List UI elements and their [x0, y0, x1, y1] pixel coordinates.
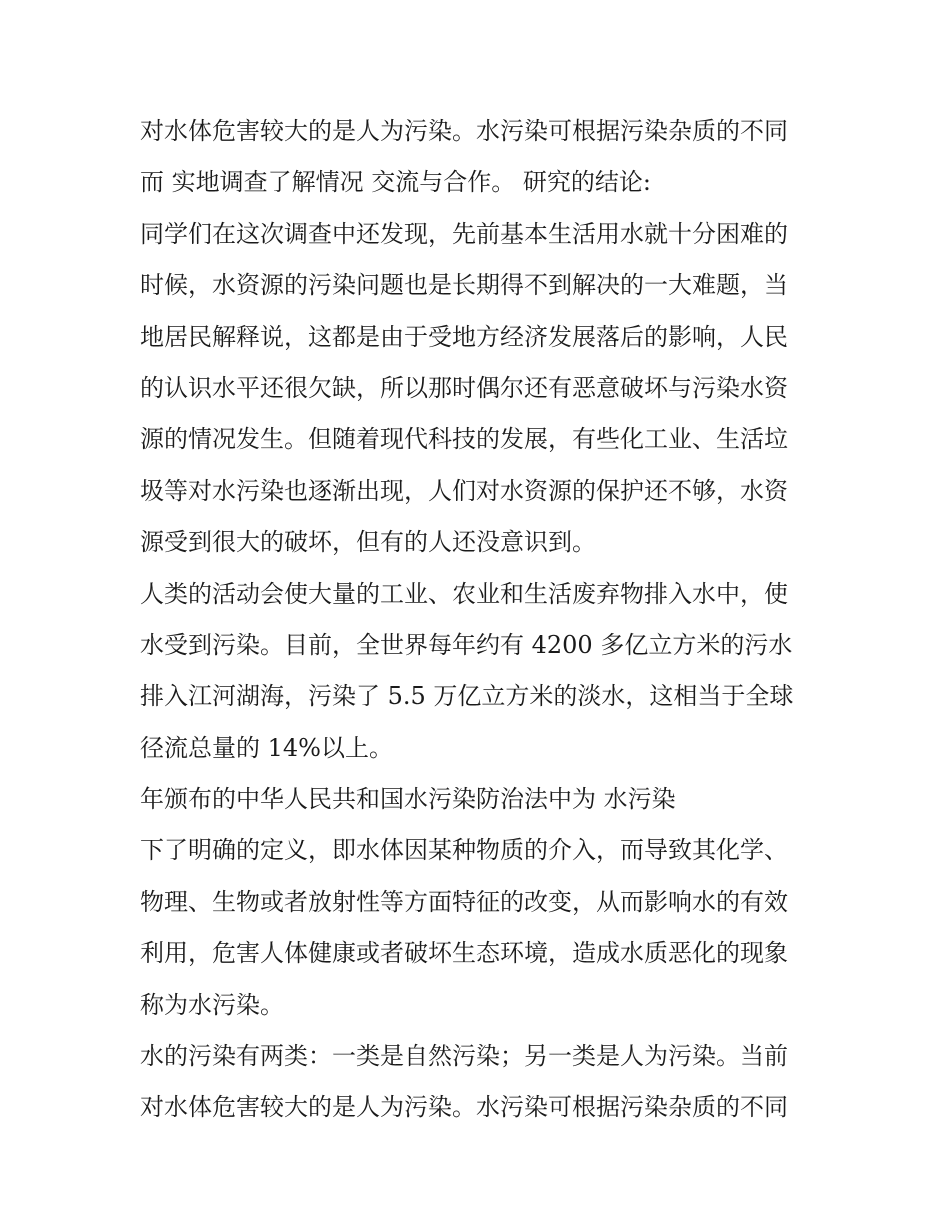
text-line: 同学们在这次调查中还发现，先前基本生活用水就十分困难的	[140, 219, 788, 248]
text-line: 源的情况发生。但随着现代科技的发展，有些化工业、生活垃	[140, 425, 788, 454]
text-line: 时候，水资源的污染问题也是长期得不到解决的一大难题，当	[140, 271, 788, 300]
text-line: 而 实地调查了解情况 交流与合作。 研究的结论:	[140, 168, 651, 197]
text-line: 年颁布的中华人民共和国水污染防治法中为 水污染	[140, 785, 676, 814]
text-line: 水的污染有两类：一类是自然污染；另一类是人为污染。当前	[140, 1042, 788, 1071]
text-line: 圾等对水污染也逐渐出现，人们对水资源的保护还不够，水资	[140, 476, 788, 505]
text-line: 排入江河湖海，污染了 5.5 万亿立方米的淡水，这相当于全球	[140, 682, 794, 711]
text-line: 水受到污染。目前，全世界每年约有 4200 多亿立方米的污水	[140, 630, 793, 659]
text-line: 对水体危害较大的是人为污染。水污染可根据污染杂质的不同	[140, 117, 788, 145]
body-text	[140, 106, 820, 1134]
text-line: 下了明确的定义，即水体因某种物质的介入，而导致其化学、	[140, 836, 788, 865]
text-line: 称为水污染。	[140, 990, 284, 1019]
text-line: 地居民解释说，这都是由于受地方经济发展落后的影响，人民	[140, 322, 788, 351]
text-line: 利用，危害人体健康或者破坏生态环境，造成水质恶化的现象	[140, 939, 788, 968]
text-line: 物理、生物或者放射性等方面特征的改变，从而影响水的有效	[140, 887, 788, 916]
text-line: 径流总量的 14%以上。	[140, 733, 393, 762]
text-line: 源受到很大的破坏，但有的人还没意识到。	[140, 528, 596, 557]
text-line: 的认识水平还很欠缺，所以那时偶尔还有恶意破坏与污染水资	[140, 373, 788, 402]
text-line: 对水体危害较大的是人为污染。水污染可根据污染杂质的不同	[140, 1093, 788, 1122]
text-line: 人类的活动会使大量的工业、农业和生活废弃物排入水中，使	[140, 579, 788, 608]
